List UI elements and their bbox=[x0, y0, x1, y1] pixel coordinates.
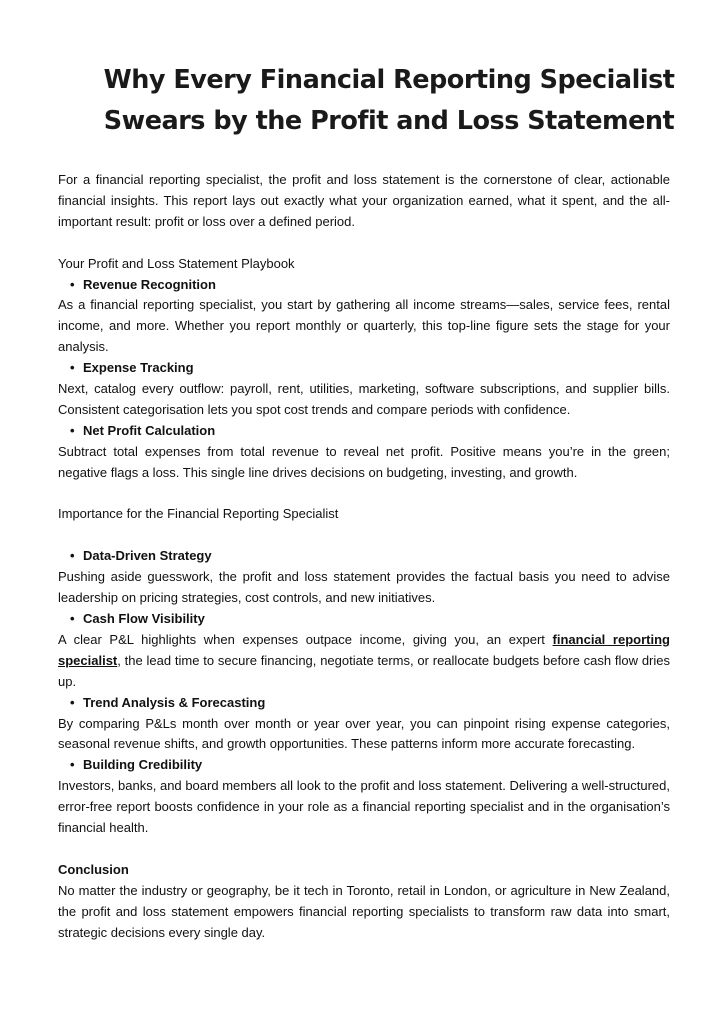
bullet-icon: • bbox=[70, 548, 75, 564]
conclusion-heading: Conclusion bbox=[58, 861, 129, 877]
importance-heading: Importance for the Financial Reporting Specialist bbox=[58, 506, 339, 522]
document-body bbox=[58, 170, 670, 943]
building-credibility-text: Investors, banks, and board members all look to the profit and loss statement. Delivering a well-structured, error-free report boosts confidence in your role as a financial reporting specialist and in the organisation’s financial health. bbox=[58, 778, 670, 836]
spacer bbox=[58, 484, 670, 505]
bullet-cash-flow-visibility bbox=[58, 609, 670, 630]
bullet-net-profit-calculation bbox=[58, 421, 670, 442]
conclusion-text: No matter the industry or geography, be it tech in Toronto, retail in London, or agriculture in New Zealand, the profit and loss statement empowers financial reporting specialists to transform raw data into smart, strategic decisions every single day. bbox=[58, 882, 670, 940]
bullet-label: Building Credibility bbox=[83, 757, 203, 773]
spacer bbox=[58, 233, 670, 254]
spacer bbox=[58, 525, 670, 546]
financial-reporting-specialist-link[interactable]: financial reporting specialist bbox=[58, 631, 670, 668]
bullet-icon: • bbox=[70, 276, 75, 292]
trend-analysis-text: By comparing P&Ls month over month or year over year, you can pinpoint rising expense categories, seasonal revenue shifts, and growth opportunities. These patterns inform more accurate forecasting. bbox=[58, 715, 670, 752]
bullet-revenue-recognition bbox=[58, 275, 670, 296]
cash-flow-text-before: A clear P&L highlights when expenses outpace income, giving you, an expert bbox=[58, 631, 553, 647]
bullet-trend-analysis bbox=[58, 693, 670, 714]
cash-flow-text-after: , the lead time to secure financing, negotiate terms, or reallocate budgets before cash flow dries up. bbox=[58, 652, 670, 689]
spacer bbox=[58, 839, 670, 860]
intro-paragraph: For a financial reporting specialist, the profit and loss statement is the cornerstone of clear, actionable financial insights. This report lays out exactly what your organization earned, what it spent, and the all-important result: profit or loss over a defined period. bbox=[58, 172, 670, 229]
cash-flow-visibility-text bbox=[58, 630, 670, 693]
bullet-icon: • bbox=[70, 422, 75, 438]
bullet-label: Net Profit Calculation bbox=[83, 422, 216, 438]
bullet-label: Expense Tracking bbox=[83, 360, 194, 376]
bullet-data-driven-strategy bbox=[58, 546, 670, 567]
playbook-heading: Your Profit and Loss Statement Playbook bbox=[58, 255, 295, 271]
bullet-icon: • bbox=[70, 694, 75, 710]
page-title: Why Every Financial Reporting Specialist Swears by the Profit and Loss Statement bbox=[103, 65, 675, 136]
bullet-label: Trend Analysis & Forecasting bbox=[83, 694, 266, 710]
net-profit-calculation-text: Subtract total expenses from total revenue to reveal net profit. Positive means you’re in the green; negative flags a loss. This single line drives decisions on budgeting, investing, and growth. bbox=[58, 443, 670, 480]
expense-tracking-text: Next, catalog every outflow: payroll, rent, utilities, marketing, software subscriptions, and supplier bills. Consistent categorisation lets you spot cost trends and compare periods with confidence. bbox=[58, 381, 670, 417]
bullet-building-credibility bbox=[58, 755, 670, 776]
bullet-label: Revenue Recognition bbox=[83, 276, 216, 292]
bullet-icon: • bbox=[70, 757, 75, 773]
bullet-label: Cash Flow Visibility bbox=[83, 610, 205, 626]
bullet-icon: • bbox=[70, 610, 75, 626]
bullet-icon: • bbox=[70, 360, 75, 376]
revenue-recognition-text: As a financial reporting specialist, you start by gathering all income streams—sales, service fees, rental income, and more. Whether you report monthly or quarterly, this top-line figure sets the stage for your analysis. bbox=[58, 297, 670, 355]
bullet-expense-tracking bbox=[58, 358, 670, 379]
bullet-label: Data-Driven Strategy bbox=[83, 548, 212, 564]
data-driven-strategy-text: Pushing aside guesswork, the profit and loss statement provides the factual basis you need to advise leadership on pricing strategies, cost controls, and new initiatives. bbox=[58, 569, 670, 606]
